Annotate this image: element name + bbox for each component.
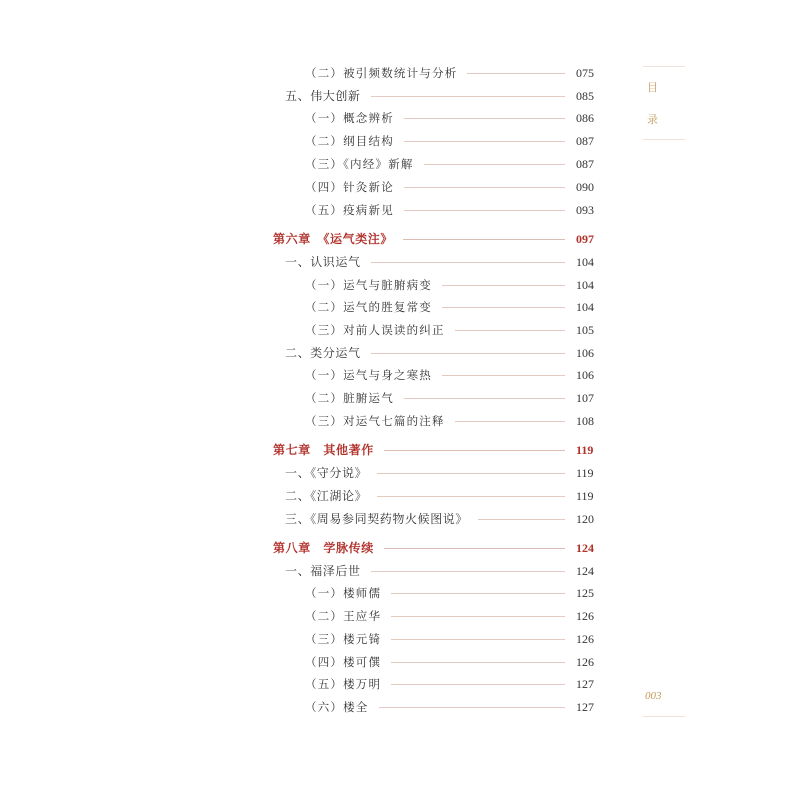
entry-page-number: 120 xyxy=(576,512,594,526)
dot-leader xyxy=(371,353,565,354)
entry-page-number: 106 xyxy=(576,368,594,382)
entry-title: 二、类分运气 xyxy=(285,346,361,360)
dot-leader xyxy=(371,571,565,572)
entry-page-number: 119 xyxy=(576,443,594,457)
dot-leader xyxy=(467,73,565,74)
dot-leader xyxy=(404,118,565,119)
entry-page-number: 104 xyxy=(576,300,594,314)
dot-leader xyxy=(371,96,565,97)
entry-title: （四）楼可僎 xyxy=(305,655,382,669)
dot-leader xyxy=(404,187,565,188)
subsection-entry[interactable] xyxy=(0,605,800,627)
entry-page-number: 108 xyxy=(576,414,594,428)
subsection-entry[interactable] xyxy=(0,628,800,650)
entry-title: （二）脏腑运气 xyxy=(305,391,394,405)
entry-page-number: 090 xyxy=(576,180,594,194)
subsection-entry[interactable] xyxy=(0,319,800,341)
entry-title: 一、《守分说》 xyxy=(285,466,368,480)
entry-title: （二）王应华 xyxy=(305,609,382,623)
entry-page-number: 093 xyxy=(576,203,594,217)
dot-leader xyxy=(384,450,565,451)
dot-leader xyxy=(379,707,565,708)
entry-page-number: 119 xyxy=(576,466,594,480)
entry-page-number: 104 xyxy=(576,255,594,269)
entry-page-number: 124 xyxy=(576,541,594,555)
dot-leader xyxy=(442,375,565,376)
dot-leader xyxy=(377,496,565,497)
entry-title: （三）对运气七篇的注释 xyxy=(305,414,445,428)
entry-page-number: 107 xyxy=(576,391,594,405)
dot-leader xyxy=(455,330,565,331)
dot-leader xyxy=(391,684,565,685)
dot-leader xyxy=(442,285,565,286)
entry-title: 第七章 其他著作 xyxy=(273,443,374,457)
chapter-entry[interactable] xyxy=(0,228,800,250)
side-tab-char-2: 录 xyxy=(647,113,658,126)
entry-page-number: 126 xyxy=(576,609,594,623)
subsection-entry[interactable] xyxy=(0,296,800,318)
entry-page-number: 127 xyxy=(576,700,594,714)
entry-title: （二）运气的胜复常变 xyxy=(305,300,432,314)
entry-title: 第八章 学脉传续 xyxy=(273,541,374,555)
section-entry[interactable] xyxy=(0,342,800,364)
dot-leader xyxy=(455,421,565,422)
subsection-entry[interactable] xyxy=(0,176,800,198)
entry-page-number: 125 xyxy=(576,586,594,600)
page-number-text: 003 xyxy=(645,690,662,702)
dot-leader xyxy=(391,639,565,640)
entry-title: （六）楼全 xyxy=(305,700,369,714)
entry-title: （五）疫病新见 xyxy=(305,203,394,217)
entry-title: 一、认识运气 xyxy=(285,255,361,269)
side-tab xyxy=(643,66,685,140)
entry-page-number: 087 xyxy=(576,157,594,171)
subsection-entry[interactable] xyxy=(0,364,800,386)
dot-leader xyxy=(404,210,565,211)
dot-leader xyxy=(391,616,565,617)
section-entry[interactable] xyxy=(0,251,800,273)
subsection-entry[interactable] xyxy=(0,153,800,175)
page-number xyxy=(643,688,685,717)
entry-page-number: 085 xyxy=(576,89,594,103)
dot-leader xyxy=(404,398,565,399)
entry-title: 二、《江湖论》 xyxy=(285,489,368,503)
dot-leader xyxy=(391,593,565,594)
entry-title: （三）对前人误读的纠正 xyxy=(305,323,445,337)
entry-page-number: 087 xyxy=(576,134,594,148)
dot-leader xyxy=(384,548,565,549)
entry-page-number: 127 xyxy=(576,677,594,691)
entry-title: 五、伟大创新 xyxy=(285,89,361,103)
entry-page-number: 119 xyxy=(576,489,594,503)
entry-page-number: 126 xyxy=(576,632,594,646)
subsection-entry[interactable] xyxy=(0,387,800,409)
entry-page-number: 086 xyxy=(576,111,594,125)
entry-page-number: 106 xyxy=(576,346,594,360)
entry-title: 一、福泽后世 xyxy=(285,564,361,578)
dot-leader xyxy=(371,262,565,263)
subsection-entry[interactable] xyxy=(0,651,800,673)
chapter-entry[interactable] xyxy=(0,537,800,559)
dot-leader xyxy=(424,164,565,165)
subsection-entry[interactable] xyxy=(0,582,800,604)
entry-title: （一）运气与脏腑病变 xyxy=(305,278,432,292)
dot-leader xyxy=(377,473,565,474)
dot-leader xyxy=(403,239,565,240)
entry-title: （二）纲目结构 xyxy=(305,134,394,148)
entry-title: （一）运气与身之寒热 xyxy=(305,368,432,382)
entry-page-number: 124 xyxy=(576,564,594,578)
chapter-entry[interactable] xyxy=(0,439,800,461)
entry-title: （三）《内经》新解 xyxy=(305,157,414,171)
entry-title: （五）楼万明 xyxy=(305,677,382,691)
section-entry[interactable] xyxy=(0,485,800,507)
section-entry[interactable] xyxy=(0,508,800,530)
dot-leader xyxy=(442,307,565,308)
section-entry[interactable] xyxy=(0,462,800,484)
dot-leader xyxy=(404,141,565,142)
entry-page-number: 104 xyxy=(576,278,594,292)
entry-title: （二）被引频数统计与分析 xyxy=(305,66,458,80)
entry-title: （四）针灸新论 xyxy=(305,180,394,194)
subsection-entry[interactable] xyxy=(0,274,800,296)
entry-title: 第六章 《运气类注》 xyxy=(273,232,394,246)
entry-page-number: 097 xyxy=(576,232,594,246)
entry-title: （三）楼元锜 xyxy=(305,632,382,646)
dot-leader xyxy=(478,519,565,520)
dot-leader xyxy=(391,662,565,663)
entry-page-number: 126 xyxy=(576,655,594,669)
subsection-entry[interactable] xyxy=(0,410,800,432)
section-entry[interactable] xyxy=(0,560,800,582)
entry-title: 三、《周易参同契药物火候图说》 xyxy=(285,512,469,526)
subsection-entry[interactable] xyxy=(0,199,800,221)
entry-title: （一）概念辨析 xyxy=(305,111,394,125)
entry-page-number: 075 xyxy=(576,66,594,80)
side-tab-char-1: 目 xyxy=(647,81,658,94)
entry-title: （一）楼师儒 xyxy=(305,586,382,600)
entry-page-number: 105 xyxy=(576,323,594,337)
